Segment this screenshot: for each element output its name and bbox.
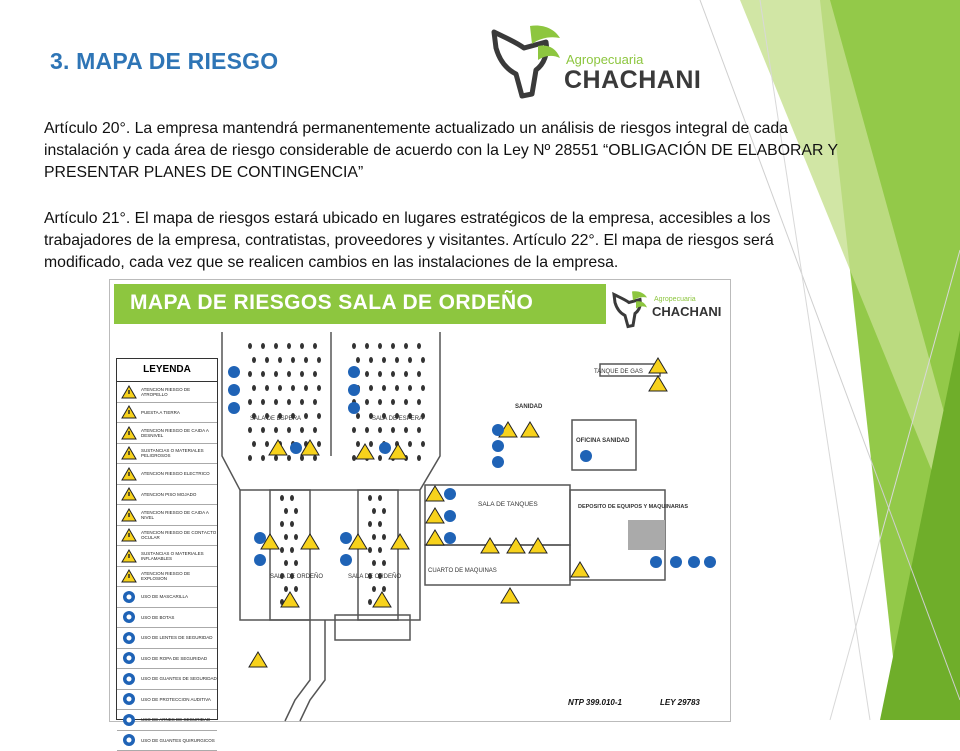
cow-footprint [404, 427, 408, 433]
cow-footprint [280, 495, 284, 501]
cow-footprint [290, 547, 294, 553]
risk-map-title: MAPA DE RIESGOS SALA DE ORDEÑO [130, 291, 533, 315]
cow-footprint [356, 413, 360, 419]
cow-footprint [265, 441, 269, 447]
norm-ntp: NTP 399.010-1 [568, 698, 622, 707]
mandatory-sign-icon [228, 402, 240, 414]
cow-footprint [304, 385, 308, 391]
cow-footprint [365, 371, 369, 377]
slide-title: 3. MAPA DE RIESGO [50, 48, 278, 75]
cow-footprint [391, 427, 395, 433]
cow-footprint [356, 357, 360, 363]
cow-footprint [369, 357, 373, 363]
cow-footprint [278, 357, 282, 363]
article-21-22-text: Artículo 21°. El mapa de riesgos estará ubicado en lugares estratégicos de la empresa, accesibles a los trabajadores de la empresa, contratistas, proveedores y visitantes. Artículo 22°. El mapa de riesgos será modificado, cada vez que se realicen cambios en las instalaciones de la empresa. [44, 208, 844, 274]
cow-footprint [300, 343, 304, 349]
norm-ley: LEY 29783 [660, 698, 700, 707]
warning-sign-icon [281, 592, 299, 607]
risk-map-logo-subtitle: Agropecuaria [654, 296, 696, 303]
mandatory-sign-icon [444, 532, 456, 544]
cow-footprint [382, 560, 386, 566]
cow-footprint [280, 521, 284, 527]
cow-footprint [287, 399, 291, 405]
warning-sign-icon [426, 486, 444, 501]
mandatory-sign-icon [704, 556, 716, 568]
mandatory-sign-icon [348, 384, 360, 396]
area-label-ordeno-2: SALA DE ORDEÑO [348, 573, 401, 580]
cow-footprint [284, 534, 288, 540]
cow-footprint [313, 371, 317, 377]
cow-footprint [382, 534, 386, 540]
cow-footprint [252, 441, 256, 447]
cow-footprint [408, 357, 412, 363]
cow-footprint [313, 455, 317, 461]
area-label-espera-1: SALA DE ESPERA [250, 416, 301, 422]
cow-footprint [252, 357, 256, 363]
cow-footprint [368, 495, 372, 501]
cow-footprint [291, 385, 295, 391]
legend-label: PUESTA A TIERRA [141, 410, 180, 415]
warning-sign-icon [571, 562, 589, 577]
mandatory-sign-icon [348, 366, 360, 378]
cow-footprint [304, 413, 308, 419]
area-label-ordeno-1: SALA DE ORDEÑO [270, 573, 323, 580]
legend-label: SUSTANCIAS O MATERIALES INFLAMABLES [141, 551, 217, 561]
cow-footprint [294, 560, 298, 566]
cow-footprint [261, 343, 265, 349]
cow-footprint [378, 521, 382, 527]
cow-head-icon [486, 18, 566, 104]
cow-footprint [421, 385, 425, 391]
mandatory-sign-icon [580, 450, 592, 462]
cow-footprint [372, 534, 376, 540]
cow-footprint [365, 427, 369, 433]
cow-footprint [284, 560, 288, 566]
cow-footprint [294, 586, 298, 592]
cow-footprint [417, 455, 421, 461]
cow-footprint [368, 547, 372, 553]
legend-label: ATENCION RIESGO DE EXPLOSION [141, 571, 217, 581]
risk-map-image [109, 279, 731, 722]
cow-footprint [382, 508, 386, 514]
legend-label: ATENCION RIESGO ELECTRICO [141, 471, 210, 476]
area-label-tanques: SALA DE TANQUES [478, 501, 538, 508]
cow-footprint [417, 427, 421, 433]
cow-footprint [352, 455, 356, 461]
mandatory-sign-icon [254, 532, 266, 544]
cow-footprint [382, 385, 386, 391]
cow-footprint [372, 586, 376, 592]
cow-footprint [391, 399, 395, 405]
cow-footprint [248, 455, 252, 461]
floor-plan [110, 280, 730, 721]
cow-footprint [274, 399, 278, 405]
area-label-oficina: OFICINA SANIDAD [576, 438, 630, 444]
cow-footprint [395, 357, 399, 363]
cow-footprint [287, 455, 291, 461]
oficina-room [572, 420, 636, 470]
cow-footprint [372, 560, 376, 566]
cow-footprint [317, 441, 321, 447]
cow-footprint [317, 357, 321, 363]
mandatory-sign-icon [340, 554, 352, 566]
warning-sign-icon [249, 652, 267, 667]
cow-footprint [290, 495, 294, 501]
cow-footprint [372, 508, 376, 514]
cow-footprint [274, 371, 278, 377]
mandatory-sign-icon [121, 733, 137, 747]
legend-label: USO DE LENTES DE SEGURIDAD [141, 635, 213, 640]
mandatory-sign-icon [254, 554, 266, 566]
warning-sign-icon [649, 358, 667, 373]
cow-footprint [408, 441, 412, 447]
cow-footprint [368, 599, 372, 605]
cow-footprint [378, 399, 382, 405]
legend-label: USO DE PROTECCION AUDITIVA [141, 697, 211, 702]
cow-footprint [261, 399, 265, 405]
cow-footprint [300, 427, 304, 433]
cow-footprint [274, 427, 278, 433]
warning-sign-icon [301, 534, 319, 549]
cow-footprint [287, 371, 291, 377]
cow-footprint [352, 427, 356, 433]
cow-footprint [248, 343, 252, 349]
cow-footprint [368, 521, 372, 527]
cow-footprint [261, 455, 265, 461]
cow-footprint [252, 385, 256, 391]
mandatory-sign-icon [670, 556, 682, 568]
cow-footprint [391, 371, 395, 377]
legend-label: USO DE GUANTES QUIRURGICOS [141, 738, 215, 743]
cow-footprint [352, 343, 356, 349]
mandatory-sign-icon [688, 556, 700, 568]
logo-wordmark: CHACHANI [564, 66, 701, 95]
legend-label: USO DE MASCARILLA [141, 594, 188, 599]
cow-footprint [404, 343, 408, 349]
cow-footprint [417, 399, 421, 405]
cow-footprint [304, 357, 308, 363]
legend-label: ATENCION RIESGO DE CAIDA A DESNIVEL [141, 428, 217, 438]
cow-footprint [378, 343, 382, 349]
cow-footprint [317, 413, 321, 419]
warning-sign-icon [521, 422, 539, 437]
cow-footprint [378, 547, 382, 553]
mandatory-sign-icon [340, 532, 352, 544]
warning-sign-icon [373, 592, 391, 607]
article-20-text: Artículo 20°. La empresa mantendrá permanentemente actualizado un análisis de riesgos integral de cada instalación y cada área de riesgo considerable de acuerdo con la Ley Nº 28551 “OBLIGACIÓN DE ELABORAR Y PRESENTAR PLANES DE CONTINGENCIA” [44, 118, 844, 184]
warning-sign-icon [426, 508, 444, 523]
cow-footprint [395, 385, 399, 391]
cow-footprint [291, 357, 295, 363]
mandatory-sign-icon [444, 510, 456, 522]
legend-label: USO DE GUANTES DE SEGURIDAD [141, 676, 217, 681]
cow-footprint [265, 385, 269, 391]
cow-footprint [290, 521, 294, 527]
cow-footprint [248, 371, 252, 377]
cow-footprint [378, 455, 382, 461]
mandatory-sign-icon [444, 488, 456, 500]
area-label-maquinas: CUARTO DE MAQUINAS [428, 568, 497, 574]
cow-footprint [417, 343, 421, 349]
cow-footprint [365, 343, 369, 349]
cow-footprint [421, 357, 425, 363]
deposito-shade [628, 520, 665, 550]
cow-footprint [284, 508, 288, 514]
legend-label: USO DE ARNES DE SEGURIDAD [141, 717, 210, 722]
cow-footprint [313, 427, 317, 433]
cow-footprint [280, 547, 284, 553]
cow-footprint [274, 455, 278, 461]
warning-sign-icon [649, 376, 667, 391]
warning-sign-icon [426, 530, 444, 545]
cow-footprint [274, 343, 278, 349]
cow-footprint [313, 343, 317, 349]
warning-sign-icon [301, 440, 319, 455]
legend-row [117, 731, 217, 751]
cow-footprint [248, 427, 252, 433]
mandatory-sign-icon [228, 366, 240, 378]
area-label-deposito: DEPOSITO DE EQUIPOS Y MAQUINARIAS [578, 504, 688, 510]
cow-footprint [378, 495, 382, 501]
legend-label: ATENCION RIESGO DE ATROPELLO [141, 387, 217, 397]
cow-footprint [356, 441, 360, 447]
legend-label: USO DE ROPA DE SEGURIDAD [141, 656, 207, 661]
cow-footprint [369, 385, 373, 391]
warning-sign-icon [501, 588, 519, 603]
exit-corridor [285, 620, 310, 721]
area-label-sanidad: SANIDAD [515, 404, 543, 410]
logo-subtitle: Agropecuaria [566, 52, 643, 67]
warning-sign-icon [269, 440, 287, 455]
cow-footprint [404, 371, 408, 377]
cow-footprint [287, 343, 291, 349]
cow-footprint [300, 455, 304, 461]
area-label-gas: TANQUE DE GAS [594, 369, 643, 375]
legend-title: LEYENDA [117, 359, 217, 382]
mandatory-sign-icon [290, 442, 302, 454]
cow-footprint [287, 427, 291, 433]
cow-footprint [261, 427, 265, 433]
cow-footprint [278, 385, 282, 391]
cow-footprint [248, 399, 252, 405]
mandatory-sign-icon [379, 442, 391, 454]
mandatory-sign-icon [492, 456, 504, 468]
cow-footprint [294, 508, 298, 514]
cow-footprint [294, 534, 298, 540]
cow-footprint [404, 399, 408, 405]
warning-sign-icon [389, 444, 407, 459]
cow-footprint [382, 586, 386, 592]
legend-label: SUSTANCIAS O MATERIALES PELIGROSOS [141, 448, 217, 458]
mandatory-sign-icon [492, 440, 504, 452]
warning-sign-icon [391, 534, 409, 549]
legend-label: USO DE BOTAS [141, 615, 174, 620]
cow-footprint [284, 586, 288, 592]
cow-footprint [391, 343, 395, 349]
cow-footprint [261, 371, 265, 377]
cow-footprint [382, 357, 386, 363]
cow-footprint [417, 371, 421, 377]
risk-map-logo-wordmark: CHACHANI [652, 304, 721, 319]
cow-footprint [317, 385, 321, 391]
exit-corridor [300, 620, 325, 721]
cow-footprint [313, 399, 317, 405]
mandatory-sign-icon [348, 402, 360, 414]
cow-footprint [378, 371, 382, 377]
cow-footprint [365, 399, 369, 405]
cow-footprint [421, 441, 425, 447]
cow-footprint [300, 371, 304, 377]
cow-footprint [408, 385, 412, 391]
cow-footprint [378, 427, 382, 433]
mandatory-sign-icon [650, 556, 662, 568]
mandatory-sign-icon [492, 424, 504, 436]
legend-label: ATENCION RIESGO DE CAIDA A NIVEL [141, 510, 217, 520]
cow-footprint [300, 399, 304, 405]
area-label-espera-2: SALA DE ESPERA [372, 416, 423, 422]
cow-footprint [369, 441, 373, 447]
legend-label: ATENCION RIESGO DE CONTACTO OCULAR [141, 530, 217, 540]
legend-label: ATENCION PISO MOJADO [141, 492, 196, 497]
mandatory-sign-icon [228, 384, 240, 396]
cow-footprint [265, 357, 269, 363]
